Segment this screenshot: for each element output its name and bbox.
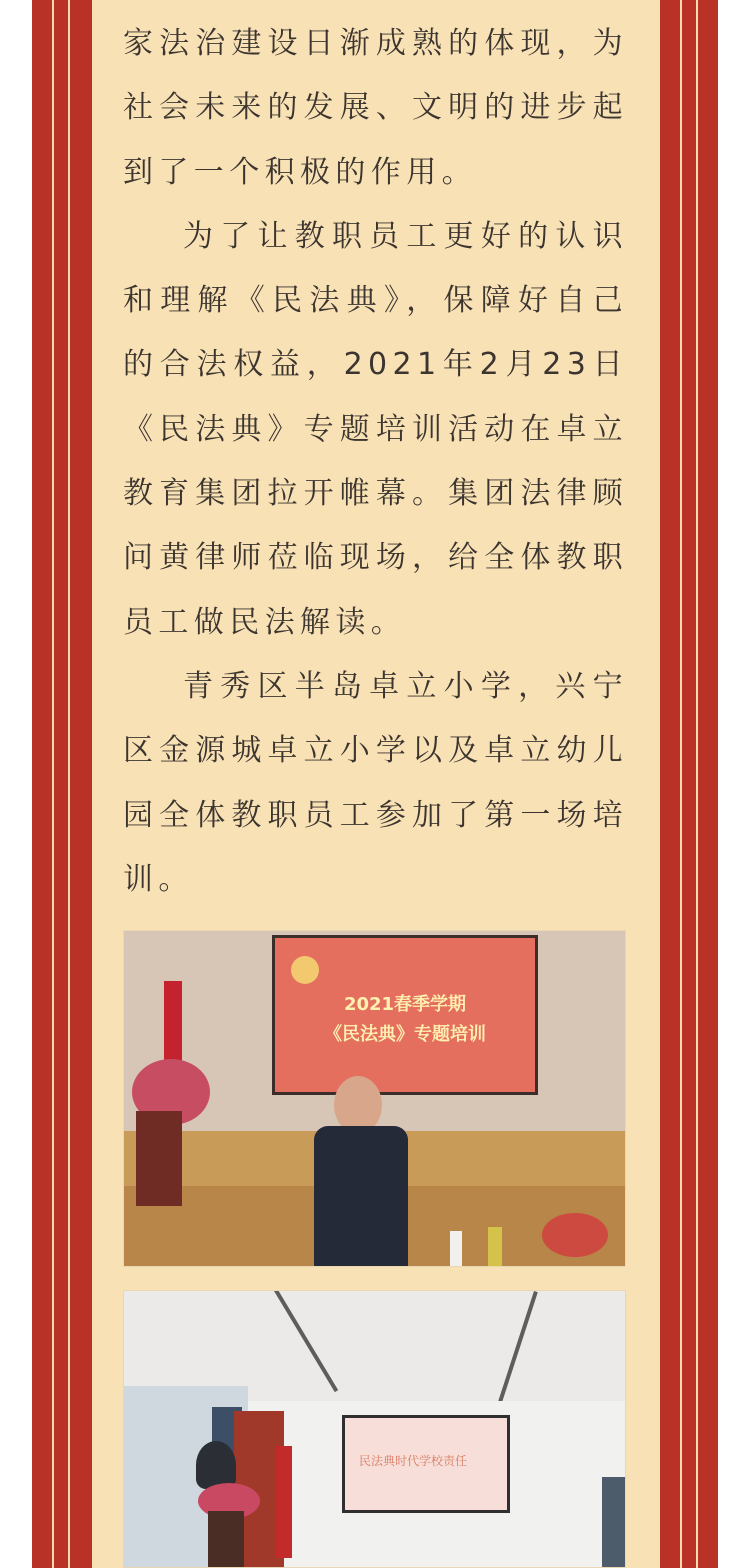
training-photo-2 [123, 1290, 626, 1568]
water-bottle [450, 1231, 462, 1267]
balloon-logo-icon [291, 956, 319, 984]
flag [276, 1446, 292, 1558]
paragraph-1: 家法治建设日渐成熟的体现，为社会未来的发展、文明的进步起到了一个积极的作用。 [123, 26, 628, 190]
border-stripe [696, 0, 698, 1568]
ceiling [124, 1291, 626, 1401]
border-stripe [680, 0, 682, 1568]
projection-screen [342, 1415, 510, 1513]
paragraph-3: 青秀区半岛卓立小学，兴宁区金源城卓立小学以及卓立幼儿园全体教职员工参加了第一场培训。 [123, 668, 628, 897]
speaker-body [314, 1126, 408, 1267]
table-flowers [542, 1213, 608, 1257]
lectern [208, 1511, 244, 1568]
article-body [123, 12, 628, 912]
projection-screen [272, 935, 538, 1095]
lectern [136, 1111, 182, 1206]
screen-text: 民法典时代学校责任 [359, 1454, 468, 1468]
screen-line-1: 2021春季学期 [343, 994, 467, 1015]
cup [488, 1227, 502, 1267]
screen-small-text [475, 1052, 525, 1082]
paragraph-2: 为了让教职员工更好的认识和理解《民法典》，保障好自己的合法权益，2021年2月23日《民法典》专题培训活动在卓立教育集团拉开帷幕。集团法律顾问黄律师莅临现场，给全体教职员工做民法解读。 [123, 218, 628, 640]
door [602, 1477, 626, 1568]
border-stripe [52, 0, 54, 1568]
training-photo-1 [123, 930, 626, 1267]
flag [164, 981, 182, 1071]
speaker [196, 1441, 236, 1489]
screen-line-2: 《民法典》专题培训 [324, 1024, 486, 1045]
border-stripe [68, 0, 70, 1568]
